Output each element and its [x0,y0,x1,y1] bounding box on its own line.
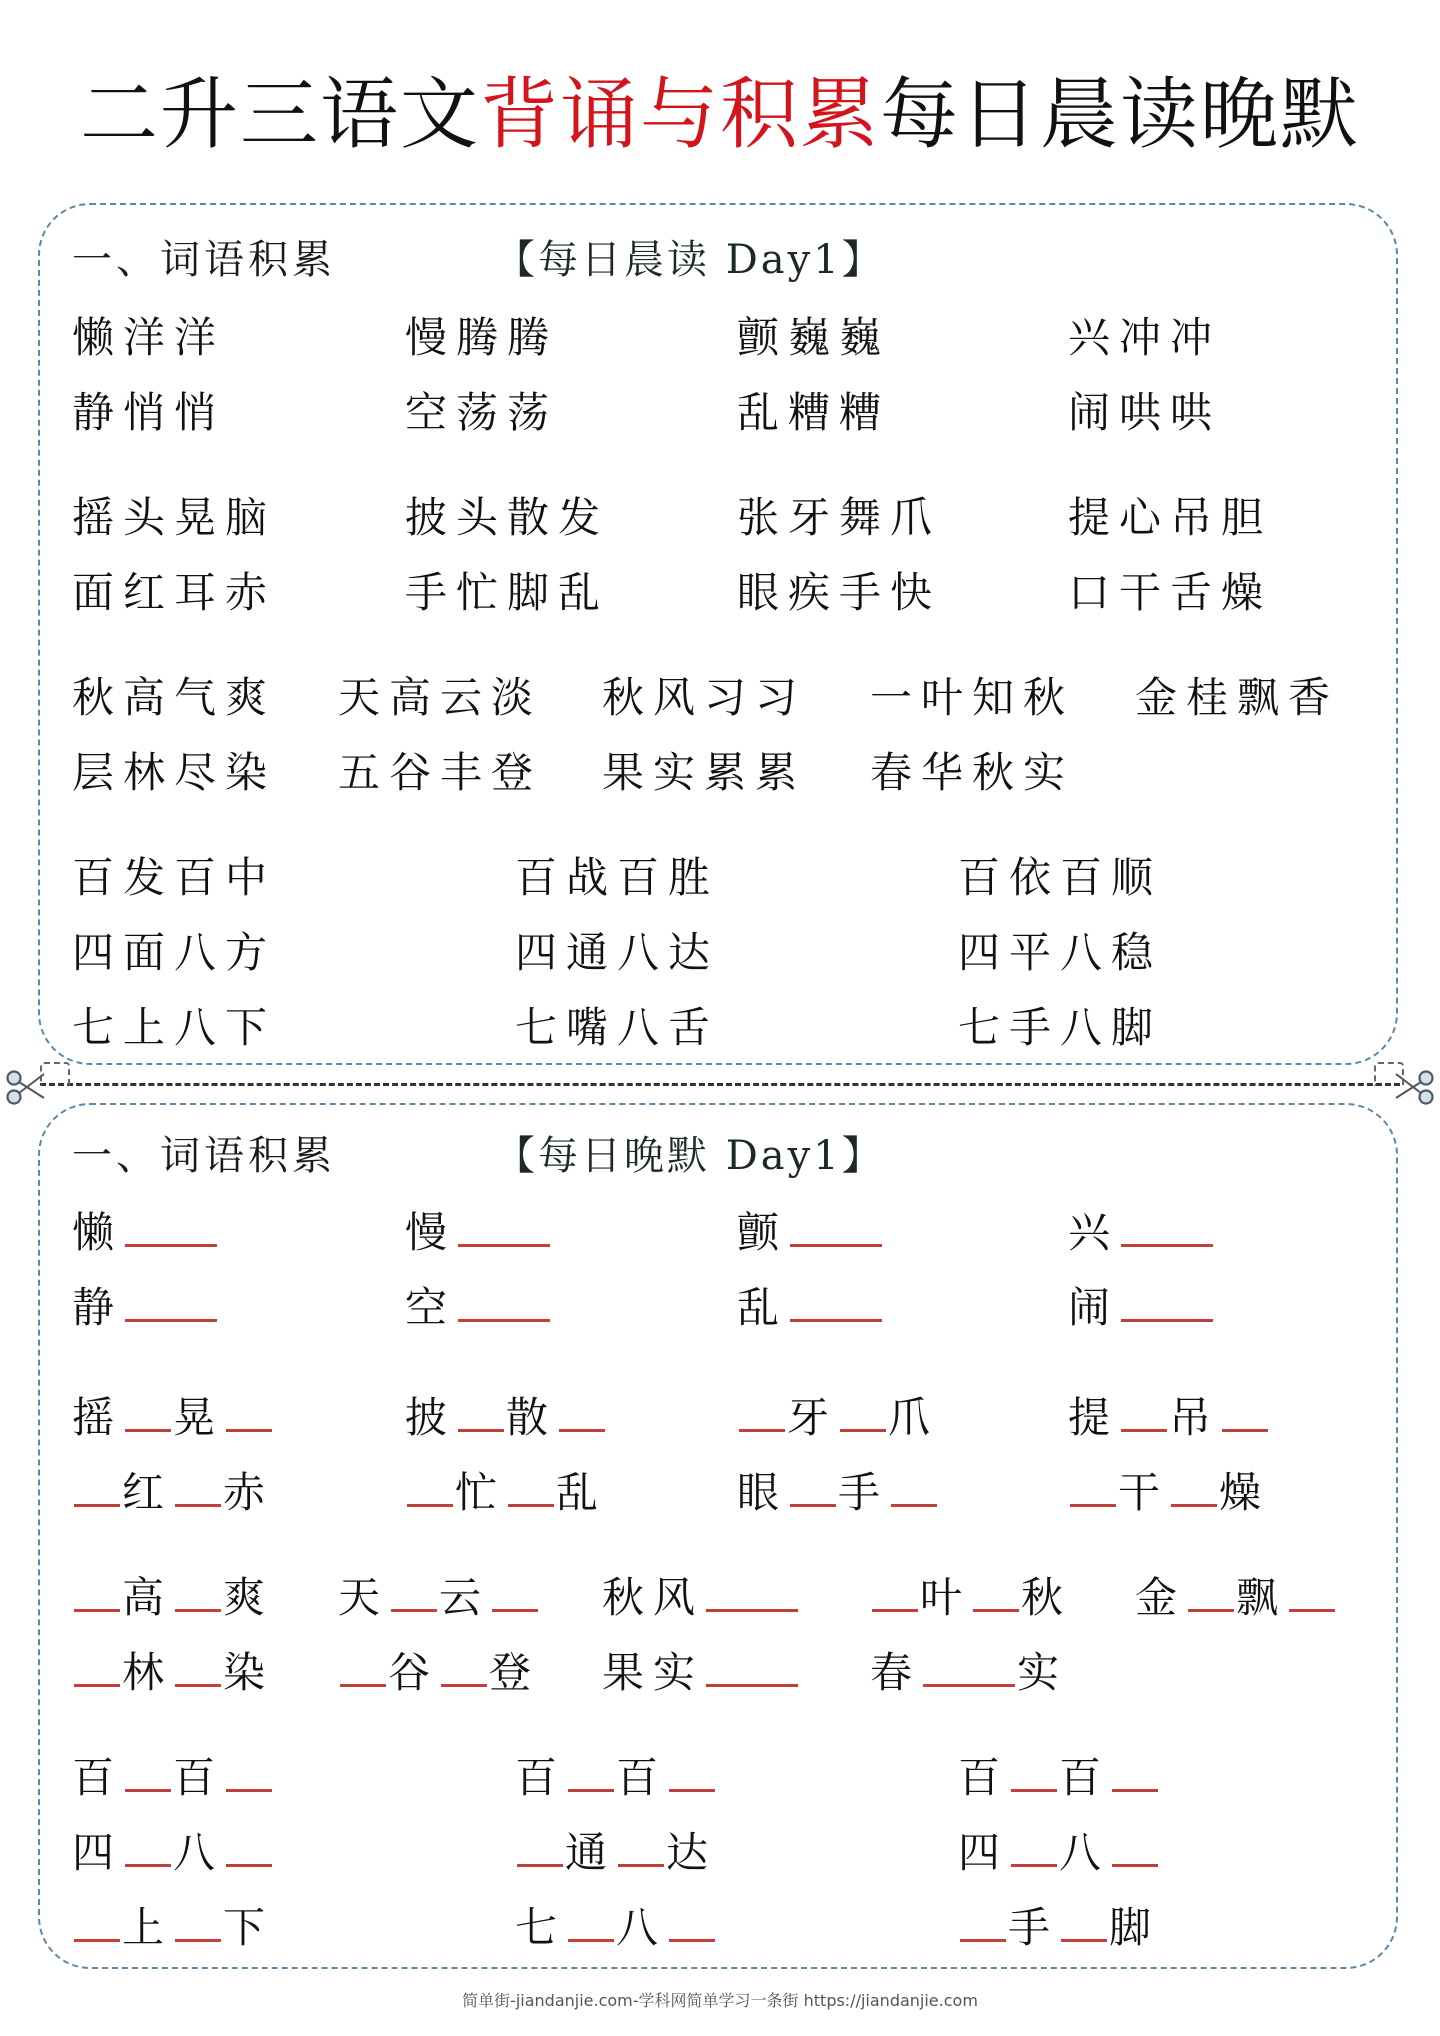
given-char: 实 [1017,1648,1069,1697]
fill-blank[interactable] [74,1646,120,1687]
fill-blank[interactable] [568,1901,614,1942]
fill-item [405,1275,552,1335]
given-char: 通 [565,1828,617,1877]
given-char: 七 [515,1903,567,1952]
fill-item [1068,1385,1270,1445]
word-item: 兴冲冲 [1068,313,1222,362]
given-char: 吊 [1169,1393,1221,1442]
word-item: 闹哄哄 [1068,388,1222,437]
given-char: 忙 [455,1468,507,1517]
given-char: 乱 [737,1283,789,1332]
fill-blank[interactable] [923,1646,1015,1687]
fill-item [72,1895,274,1955]
given-char: 上 [122,1903,174,1952]
fill-blank[interactable] [1112,1826,1158,1867]
given-char: 披 [405,1393,457,1442]
given-char: 提 [1068,1393,1120,1442]
scissors-icon [1394,1068,1436,1108]
fill-blank[interactable] [517,1826,563,1867]
given-char: 手 [1008,1903,1060,1952]
given-char: 叶 [920,1573,972,1622]
word-item: 秋风习习 [602,673,807,722]
word-item: 摇头晃脑 [72,493,277,542]
given-char: 染 [223,1648,275,1697]
given-char: 云 [439,1573,491,1622]
title-highlight: 背诵与积累 [479,70,880,160]
fill-blank[interactable] [1070,1466,1116,1507]
word-item: 百战百胜 [515,853,720,902]
fill-blank[interactable] [872,1571,918,1612]
given-char: 脚 [1109,1903,1161,1952]
word-item: 金桂飘香 [1135,673,1340,722]
fill-blank[interactable] [1112,1751,1158,1792]
fill-blank[interactable] [125,1751,171,1792]
fill-blank[interactable] [226,1826,272,1867]
given-char: 春 [870,1648,922,1697]
word-item: 百依百顺 [958,853,1163,902]
fill-blank[interactable] [391,1571,437,1612]
title-part1: 二升三语文 [79,70,480,160]
fill-blank[interactable] [706,1571,798,1612]
word-item: 七上八下 [72,1003,277,1052]
fill-blank[interactable] [568,1751,614,1792]
fill-blank[interactable] [973,1571,1019,1612]
word-item: 口干舌燥 [1068,568,1273,617]
fill-item [72,1200,219,1260]
page-title [0,52,1440,164]
given-char: 空 [405,1283,457,1332]
given-char: 散 [506,1393,558,1442]
given-char: 百 [72,1753,124,1802]
fill-item [72,1275,219,1335]
given-char: 高 [122,1573,174,1622]
fill-item [737,1200,884,1260]
given-char: 眼 [737,1468,789,1517]
given-char: 登 [489,1648,541,1697]
fill-blank[interactable] [125,1826,171,1867]
word-item: 手忙脚乱 [405,568,610,617]
fill-item [515,1820,717,1880]
fill-blank[interactable] [125,1206,217,1247]
fill-item [72,1385,274,1445]
given-char: 慢 [405,1208,457,1257]
fill-blank[interactable] [739,1391,785,1432]
word-item: 四通八达 [515,928,720,977]
word-item: 慢腾腾 [405,313,559,362]
given-char: 下 [223,1903,275,1952]
footer-watermark: 简单街-jiandanjie.com-学科网简单学习一条街 https://jiandanjie.com [462,1991,978,2010]
word-item: 四面八方 [72,928,277,977]
fill-item [515,1745,717,1805]
fill-item [870,1640,1068,1700]
fill-item [338,1640,540,1700]
given-char: 懒 [72,1208,124,1257]
fill-item [72,1460,274,1520]
word-item: 百发百中 [72,853,277,902]
fill-blank[interactable] [226,1751,272,1792]
fill-item [72,1565,274,1625]
fill-item [602,1640,800,1700]
word-item: 秋高气爽 [72,673,277,722]
fill-blank[interactable] [125,1391,171,1432]
evening-day-tag: 【每日晚默 Day1】 [495,1133,885,1179]
evening-section-head: 一、词语积累 [72,1133,336,1179]
fill-item [737,1385,939,1445]
given-char: 秋风 [602,1573,705,1622]
given-char: 红 [122,1468,174,1517]
given-char: 百 [173,1753,225,1802]
morning-section-head: 一、词语积累 [72,237,336,283]
word-item: 天高云淡 [338,673,543,722]
given-char: 乱 [556,1468,608,1517]
word-item: 七手八脚 [958,1003,1163,1052]
word-item: 空荡荡 [405,388,559,437]
fill-blank[interactable] [669,1751,715,1792]
word-item: 披头散发 [405,493,610,542]
word-item: 懒洋洋 [72,313,226,362]
fill-blank[interactable] [458,1391,504,1432]
fill-blank[interactable] [618,1826,664,1867]
word-item: 颤巍巍 [737,313,891,362]
given-char: 果实 [602,1648,705,1697]
fill-blank[interactable] [559,1391,605,1432]
title-part3: 每日晨读晚默 [880,70,1361,160]
fill-item [405,1200,552,1260]
fill-item [72,1820,274,1880]
fill-blank[interactable] [441,1646,487,1687]
word-item: 提心吊胆 [1068,493,1273,542]
fill-blank[interactable] [175,1901,221,1942]
fill-item [1068,1200,1215,1260]
fill-item [602,1565,800,1625]
fill-blank[interactable] [175,1646,221,1687]
given-char: 赤 [223,1468,275,1517]
fill-item [72,1745,274,1805]
word-item: 面红耳赤 [72,568,277,617]
word-item: 果实累累 [602,748,807,797]
morning-day-tag: 【每日晨读 Day1】 [495,237,885,283]
fill-item [1068,1275,1215,1335]
given-char: 谷 [388,1648,440,1697]
word-item: 张牙舞爪 [737,493,942,542]
fill-blank[interactable] [1171,1466,1217,1507]
given-char: 四 [72,1828,124,1877]
fill-blank[interactable] [74,1901,120,1942]
fill-blank[interactable] [1121,1206,1213,1247]
fill-blank[interactable] [492,1571,538,1612]
fill-item [405,1460,607,1520]
given-char: 牙 [787,1393,839,1442]
given-char: 八 [616,1903,668,1952]
fill-blank[interactable] [790,1466,836,1507]
fill-item [737,1460,939,1520]
fill-item [1068,1460,1270,1520]
fill-item [405,1385,607,1445]
fill-blank[interactable] [706,1646,798,1687]
fill-item [338,1565,540,1625]
word-item: 春华秋实 [870,748,1075,797]
given-char: 兴 [1068,1208,1120,1257]
fill-blank[interactable] [508,1466,554,1507]
word-item: 层林尽染 [72,748,277,797]
word-item: 一叶知秋 [870,673,1075,722]
given-char: 林 [122,1648,174,1697]
fill-blank[interactable] [1121,1391,1167,1432]
fill-blank[interactable] [1061,1901,1107,1942]
scissors-icon [4,1068,46,1108]
fill-blank[interactable] [74,1571,120,1612]
given-char: 干 [1118,1468,1170,1517]
fill-blank[interactable] [1222,1391,1268,1432]
given-char: 天 [338,1573,390,1622]
given-char: 摇 [72,1393,124,1442]
given-char: 晃 [173,1393,225,1442]
given-char: 秋 [1021,1573,1073,1622]
fill-blank[interactable] [407,1466,453,1507]
fill-blank[interactable] [790,1281,882,1322]
fill-blank[interactable] [175,1466,221,1507]
fill-item [958,1895,1160,1955]
fill-blank[interactable] [891,1466,937,1507]
word-item: 乱糟糟 [737,388,891,437]
given-char: 飘 [1236,1573,1288,1622]
given-char: 手 [838,1468,890,1517]
cut-line [40,1083,1400,1086]
fill-blank[interactable] [1188,1571,1234,1612]
given-char: 达 [666,1828,718,1877]
fill-blank[interactable] [1289,1571,1335,1612]
given-char: 百 [1059,1753,1111,1802]
given-char: 百 [616,1753,668,1802]
fill-blank[interactable] [1121,1281,1213,1322]
given-char: 金 [1135,1573,1187,1622]
fill-blank[interactable] [1011,1751,1057,1792]
given-char: 八 [173,1828,225,1877]
given-char: 闹 [1068,1283,1120,1332]
word-item: 四平八稳 [958,928,1163,977]
given-char: 四 [958,1828,1010,1877]
fill-item [958,1820,1160,1880]
given-char: 八 [1059,1828,1111,1877]
given-char: 燥 [1219,1468,1271,1517]
fill-blank[interactable] [669,1901,715,1942]
given-char: 静 [72,1283,124,1332]
given-char: 爪 [888,1393,940,1442]
fill-item [515,1895,717,1955]
fill-blank[interactable] [74,1466,120,1507]
fill-blank[interactable] [1011,1826,1057,1867]
given-char: 百 [958,1753,1010,1802]
fill-item [1135,1565,1337,1625]
fill-item [72,1640,274,1700]
fill-blank[interactable] [226,1391,272,1432]
fill-blank[interactable] [340,1646,386,1687]
fill-blank[interactable] [840,1391,886,1432]
given-char: 爽 [223,1573,275,1622]
fill-blank[interactable] [458,1206,550,1247]
fill-blank[interactable] [790,1206,882,1247]
word-item: 眼疾手快 [737,568,942,617]
word-item: 静悄悄 [72,388,226,437]
fill-item [870,1565,1072,1625]
fill-blank[interactable] [125,1281,217,1322]
fill-blank[interactable] [960,1901,1006,1942]
fill-blank[interactable] [458,1281,550,1322]
given-char: 颤 [737,1208,789,1257]
fill-item [737,1275,884,1335]
fill-item [958,1745,1160,1805]
given-char: 百 [515,1753,567,1802]
word-item: 五谷丰登 [338,748,543,797]
fill-blank[interactable] [175,1571,221,1612]
word-item: 七嘴八舌 [515,1003,720,1052]
